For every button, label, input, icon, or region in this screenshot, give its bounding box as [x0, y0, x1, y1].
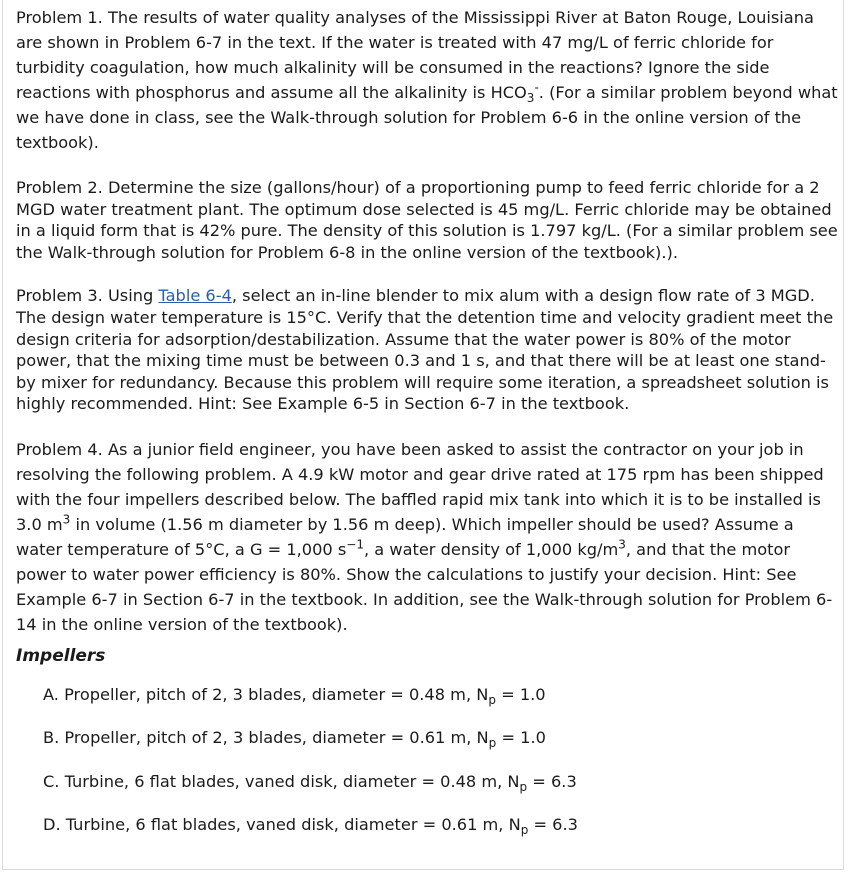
problem-2-text: Determine the size (gallons/hour) of a proportioning pump to feed ferric chloride for a 2 MGD water treatment plant. The optimum dose selected is 45 mg/L. Ferric chloride may be obtained in a liquid form that is 42% pure. The density of this solution is 1.797 kg/L. (For a similar problem see the Walk-through solution for Problem 6-8 in the online version of the textbook).). — [16, 178, 838, 262]
impeller-b-value: = 1.0 — [496, 728, 546, 748]
problem-3-text: Using — [107, 286, 154, 306]
table-6-4-link[interactable]: Table 6-4 — [158, 286, 232, 306]
problem-2 — [16, 177, 838, 263]
problem-4 — [16, 437, 838, 637]
impeller-c-value: = 6.3 — [527, 771, 577, 791]
problem-set — [16, 5, 838, 858]
problem-1-superscript: - — [534, 80, 539, 95]
impeller-b-subscript: p — [488, 736, 497, 751]
problem-4-label: Problem 4. — [16, 439, 103, 459]
impeller-c-text: C. Turbine, 6 flat blades, vaned disk, diameter = 0.48 m, N — [43, 771, 520, 791]
problem-4-text-3: , a water density of 1,000 kg/m — [363, 539, 619, 559]
problem-4-text: As a junior field engineer, you have been asked to assist the contractor on your job in resolving the following problem. A 4.9 kW motor and gear drive rated at 175 rpm has been shipped with the four impellers described below. The baffled rapid mix tank into which it is to be installed is 3.0 m — [16, 439, 824, 534]
problem-3-text-end: , select an in-line blender to mix alum with a design flow rate of 3 MGD. The design water temperature is 15°C. Verify that the detention time and velocity gradient meet the design criteria for adsorption/destabilization. Assume that the water power is 80% of the motor power, that the mixing time must be between 0.3 and 1 s, and that there will be at least one stand-by mixer for redundancy. Because this problem will require some iteration, a spreadsheet solution is highly recommended. Hint: See Example 6-5 in Section 6-7 in the textbook. — [16, 286, 834, 414]
impeller-b-text: B. Propeller, pitch of 2, 3 blades, diameter = 0.61 m, N — [43, 728, 489, 748]
impeller-a-text: A. Propeller, pitch of 2, 3 blades, diameter = 0.48 m, N — [43, 684, 489, 704]
inverse-seconds-superscript: −1 — [346, 537, 364, 552]
problem-4-text-4: , and that the motor power to water power efficiency is 80%. Show the calculations to justify your decision. Hint: See Example 6-7 in Section 6-7 in the textbook. In addition, see the Walk-through solution for Problem 6-14 in the online version of the textbook). — [16, 539, 833, 634]
density-superscript: 3 — [618, 537, 626, 552]
impeller-d-text: D. Turbine, 6 flat blades, vaned disk, diameter = 0.61 m, N — [43, 815, 521, 835]
volume-superscript: 3 — [62, 512, 71, 527]
problem-3-label: Problem 3. — [16, 286, 103, 306]
impellers-heading: Impellers — [16, 645, 106, 666]
problem-1 — [16, 5, 838, 155]
impeller-list — [16, 684, 838, 858]
impeller-c-subscript: p — [519, 779, 528, 794]
problem-1-subscript: 3 — [526, 91, 535, 106]
problem-1-text-end: . (For a similar problem beyond what we have done in class, see the Walk-through solution for Problem 6-6 in the online version of the textbook). — [16, 83, 838, 152]
impeller-item-a — [43, 684, 838, 728]
problem-3 — [16, 285, 838, 415]
impeller-item-c — [43, 771, 838, 815]
impeller-d-value: = 6.3 — [528, 815, 578, 835]
problem-4-text-2: in volume (1.56 m diameter by 1.56 m deep). Which impeller should be used? Assume a water temperature of 5°C, a G = 1,000 s — [16, 514, 794, 559]
problem-2-label: Problem 2. — [16, 178, 103, 197]
impeller-d-subscript: p — [520, 823, 529, 838]
problem-1-label: Problem 1. — [16, 8, 103, 27]
impeller-item-d — [43, 814, 838, 858]
problem-1-text: The results of water quality analyses of the Mississippi River at Baton Rouge, Louisiana are shown in Problem 6-7 in the text. If the water is treated with 47 mg/L of ferric chloride for turbidity coagulation, how much alkalinity will be consumed in the reactions? Ignore the side reactions with phosphorus and assume all the alkalinity is HCO — [16, 8, 814, 102]
impeller-item-b — [43, 727, 838, 771]
impeller-a-value: = 1.0 — [495, 684, 546, 704]
impeller-a-subscript: p — [488, 692, 496, 707]
